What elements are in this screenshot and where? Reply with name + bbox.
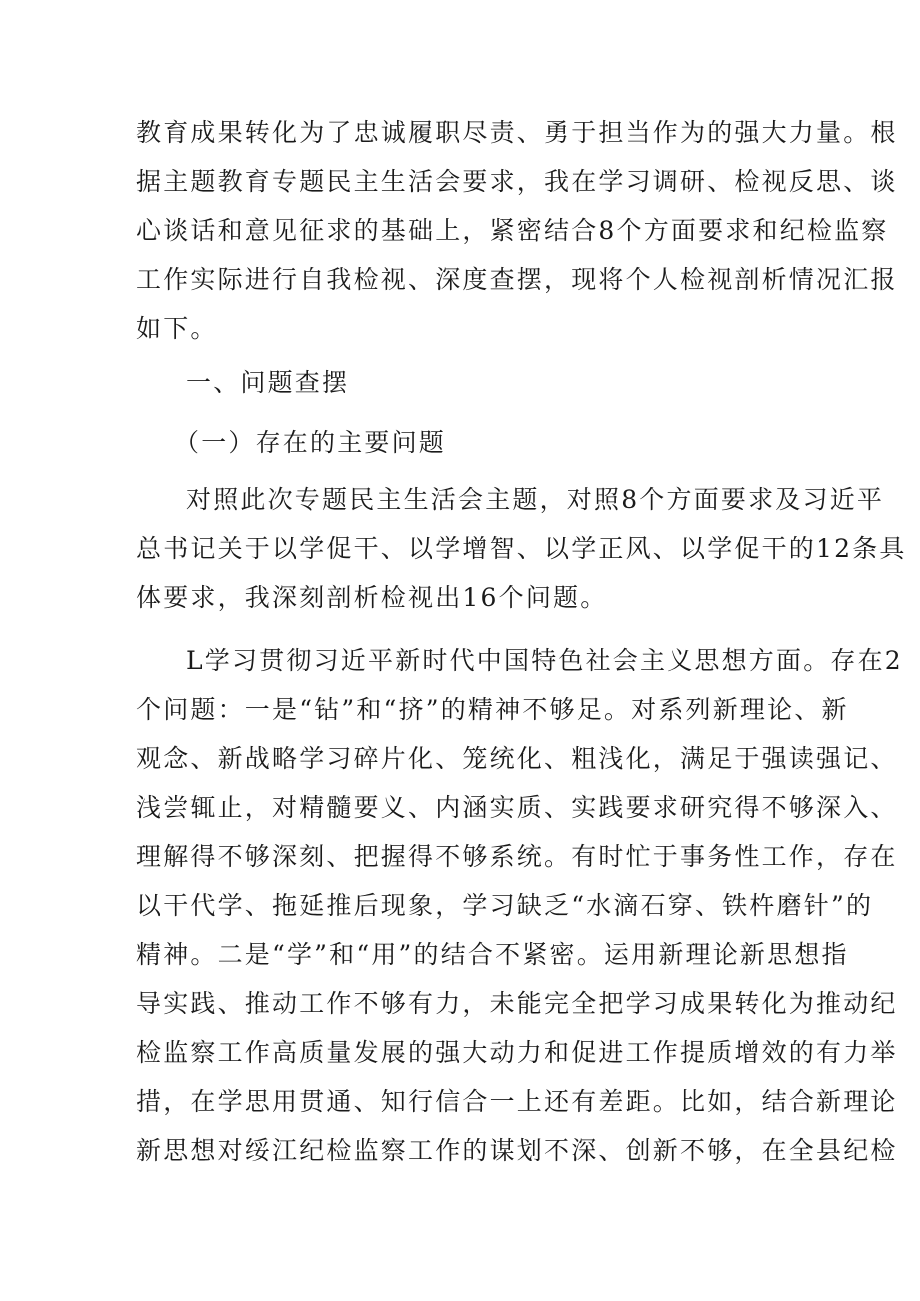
text-line: 个问题：一是“钻”和“挤”的精神不够足。对系列新理论、新 [136,695,849,724]
text-line: 新思想对绥江纪检监察工作的谋划不深、创新不够，在全县纪检 [136,1136,898,1165]
text-line: 如下。 [136,314,218,343]
text-line: 导实践、推动工作不够有力，未能完全把学习成果转化为推动纪 [136,989,898,1018]
text-line: 心谈话和意见征求的基础上，紧密结合8个方面要求和纪检监察 [136,216,889,245]
text-line: 对照此次专题民主生活会主题，对照8个方面要求及习近平 [186,485,885,514]
text-line: L学习贯彻习近平新时代中国特色社会主义思想方面。存在2 [186,646,903,675]
text-line: 工作实际进行自我检视、深度查摆，现将个人检视剖析情况汇报 [136,265,898,294]
text-line: 措，在学思用贯通、知行信合一上还有差距。比如，结合新理论 [136,1087,898,1116]
text-line: 理解得不够深刻、把握得不够系统。有时忙于事务性工作，存在 [136,842,898,871]
text-line: 观念、新战略学习碎片化、笼统化、粗浅化，满足于强读强记、 [136,744,898,773]
text-line: 浅尝辄止，对精髓要义、内涵实质、实践要求研究得不够深入、 [136,793,898,822]
text-line: 以干代学、拖延推后现象，学习缺乏“水滴石穿、铁杵磨针”的 [136,891,874,920]
subsection-heading: （一）存在的主要问题 [174,428,447,457]
text-line: 教育成果转化为了忠诚履职尽责、勇于担当作为的强大力量。根 [136,118,898,147]
text-line: 总书记关于以学促干、以学增智、以学正风、以学促干的12条具 [136,534,907,563]
text-line: 精神。二是“学”和“用”的结合不紧密。运用新理论新思想指 [136,940,849,969]
text-line: 据主题教育专题民主生活会要求，我在学习调研、检视反思、谈 [136,167,898,196]
text-line: 检监察工作高质量发展的强大动力和促进工作提质增效的有力举 [136,1038,898,1067]
section-heading: 一、问题查摆 [186,368,350,397]
text-line: 体要求，我深刻剖析检视出16个问题。 [136,583,608,612]
